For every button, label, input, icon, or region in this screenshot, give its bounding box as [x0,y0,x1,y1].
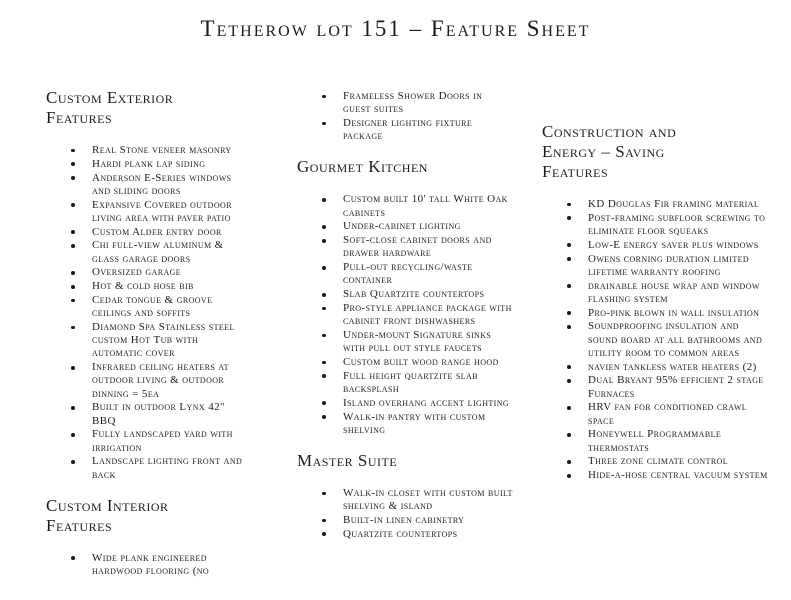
section-heading-custom-exterior-features: Custom Exterior Features [46,88,174,127]
feature-item: Three zone climate control [538,455,768,468]
feature-item: Cedar tongue & groove ceilings and soffits [42,294,244,320]
document-title: Tetherow lot 151 – Feature Sheet [200,16,591,41]
feature-list [42,144,247,482]
feature-item: Hide-a-hose central vacuum system [538,469,768,482]
feature-list [293,487,513,541]
feature-item: Built-in linen cabinetry [293,514,513,527]
feature-item: Fully landscaped yard with irrigation [42,428,244,454]
feature-item: Under-mount Signature sinks with pull out style faucets [293,329,513,355]
feature-item: Landscape lighting front and back [42,455,244,481]
feature-item: Island overhang accent lighting [293,397,513,410]
feature-item: drainable house wrap and window flashing system [538,280,768,306]
feature-item: Diamond Spa Stainless steel custom Hot Tub with automatic cover [42,321,244,361]
section-heading-master-suite: Master Suite [297,451,398,470]
feature-item: Expansive Covered outdoor living area with paver patio [42,199,244,225]
section-heading-construction-energy-saving-features: Construction and Energy – Saving Features [542,122,677,181]
feature-item: Wide plank engineered hardwood flooring (no [42,552,244,578]
feature-item: Real Stone veneer masonry [42,144,244,157]
feature-item: Walk-in closet with custom built shelving & island [293,487,513,513]
column-left [42,88,247,579]
feature-item: KD Douglas Fir framing material [538,198,768,211]
feature-item: Post-framing subfloor screwing to eliminate floor squeaks [538,212,768,238]
feature-item: Soft-close cabinet doors and drawer hardware [293,234,513,260]
column-right [538,122,770,483]
feature-item: Pro-style appliance package with cabinet front dishwashers [293,302,513,328]
column-middle [293,90,513,542]
feature-item: Under-cabinet lighting [293,220,513,233]
feature-item: Hardi plank lap siding [42,158,244,171]
feature-item: Low-E energy saver plus windows [538,239,768,252]
feature-list [42,552,247,578]
feature-item: Custom Alder entry door [42,226,244,239]
feature-item: Pull-out recycling/waste container [293,261,513,287]
feature-item: Owens corning duration limited lifetime warranty roofing [538,253,768,279]
feature-item: Chi full-view aluminum & glass garage doors [42,239,244,265]
feature-item: Custom built 10' tall White Oak cabinets [293,193,513,219]
feature-item: Quartzite countertops [293,528,513,541]
feature-item: Soundproofing insulation and sound board at all bathrooms and utility room to common areas [538,320,768,360]
feature-item: Hot & cold hose bib [42,280,244,293]
feature-item: Full height quartzite slab backsplash [293,370,513,396]
section-heading-custom-interior-features: Custom Interior Features [46,495,169,535]
feature-item: Walk-in pantry with custom shelving [293,411,513,437]
feature-item: HRV fan for conditioned crawl space [538,401,768,427]
feature-item: Dual Bryant 95% efficient 2 stage Furnaces [538,374,768,400]
feature-list [293,193,513,437]
feature-item: Pro-pink blown in wall insulation [538,307,768,320]
feature-item: Honeywell Programmable thermostats [538,428,768,454]
feature-list [538,198,770,482]
feature-item: Custom built wood range hood [293,356,513,369]
feature-item: Built in outdoor Lynx 42" BBQ [42,401,244,427]
feature-item: Designer lighting fixture package [293,117,513,143]
section-heading-gourmet-kitchen: Gourmet Kitchen [297,157,428,177]
feature-item: navien tankless water heaters (2) [538,361,768,374]
feature-item: Anderson E-Series windows and sliding doors [42,172,244,198]
feature-item: Oversized garage [42,266,244,279]
feature-item: Infrared ceiling heaters at outdoor living & outdoor dinning = 5ea [42,361,244,401]
feature-item: Frameless Shower Doors in guest suites [293,90,513,116]
feature-list [293,90,513,143]
feature-item: Slab Quartzite countertops [293,288,513,301]
